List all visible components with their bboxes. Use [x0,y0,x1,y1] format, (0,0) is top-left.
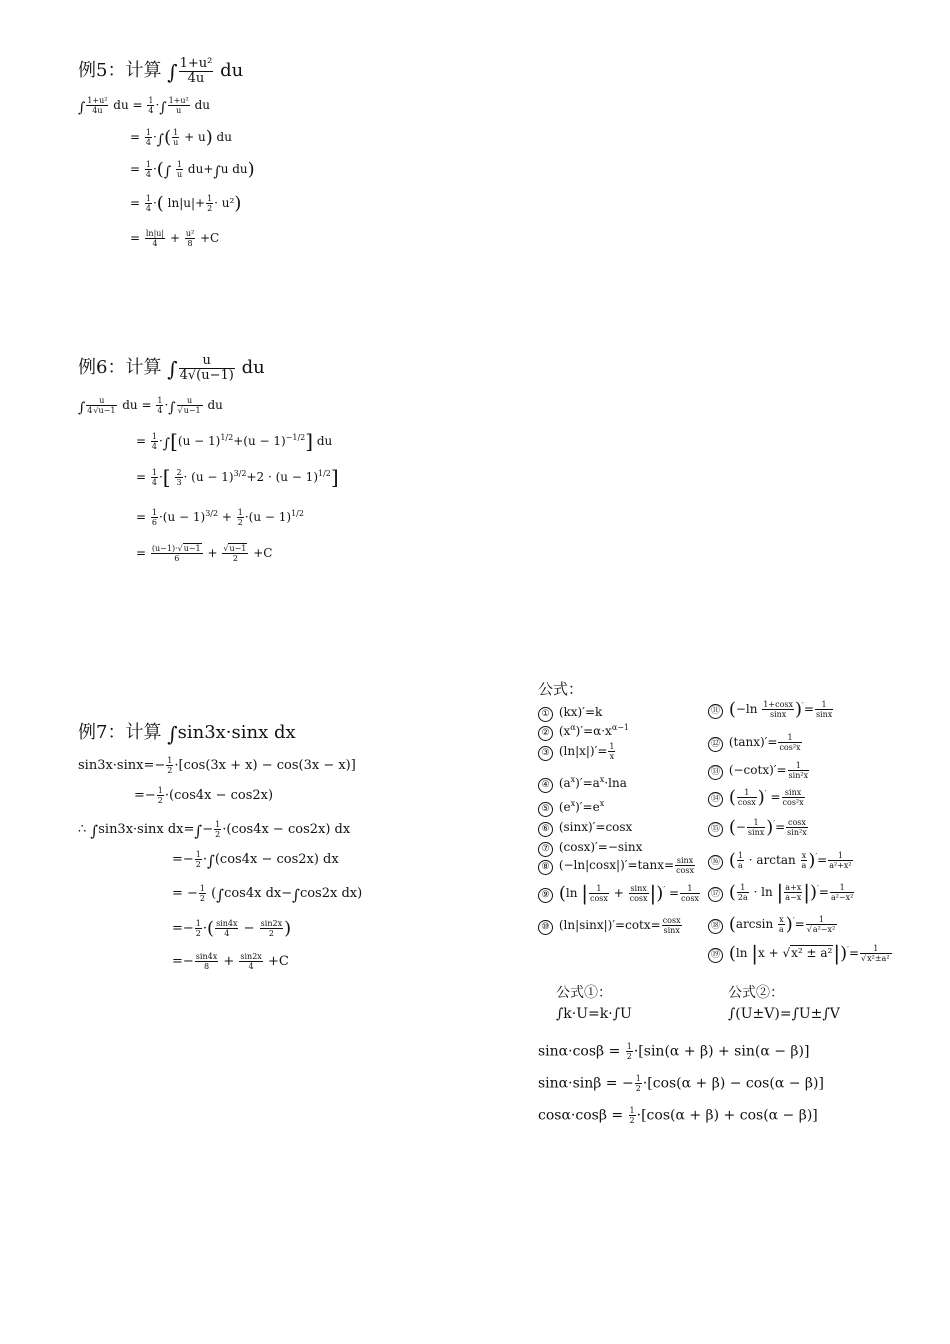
ex6-step-2: = $\frac{1}{4}$ $\cdot\int[(u - 1)^{1/2}+(u - 1)^{-1/2}]$ du [136,429,333,453]
formula-6: ⑥ (sinx)′=cosx [538,820,632,837]
ex5-label: 例5：计算 [78,60,168,81]
formula-10: ⑩ (ln|sinx|)′=cotx= $\frac{\cos x}{\sin x}$ [538,916,683,935]
rule1-title: 公式①： [556,985,612,1001]
ex6-step-1: ∫ $\frac{u}{4√u-1}$ du = $\frac{1}{4}$ ·∫ $\frac{u}{√u-1}$ du [78,396,223,416]
product-formula-3: cosα·cosβ = $\frac{1}{2}$ ·[cos(α + β) + cos(α − β)] [538,1106,818,1125]
formula-18: ⑱ (arcsin $\frac{x}{a}$ )′= $\frac{1}{\text{√a²−x²}}$ [708,915,838,934]
ex6-integrand: $\frac{u}{4√(u-1)}$ [179,352,234,383]
ex7-step-4: =− $\frac{1}{2}$ ·∫(cos4x − cos2x) dx [172,850,339,870]
formula-14: ⑭ ( $\frac{1}{\cos x}$ )′ = $\frac{\sin x}{\text{cos²x}}$ [708,788,806,807]
ex7-step-6: =− $\frac{1}{2}$ ·( $\frac{\sin 4x}{4}$ − $\frac{\sin 2x}{2}$ ) [172,918,292,939]
formula-17: ⑰ ( $\frac{1}{2a}$ · ln | $\frac{a+x}{a-x}$ |)′= $\frac{1}{\text{a²−x²}}$ [708,883,855,902]
ex6-label: 例6：计算 [78,357,168,378]
ex5-step-5: = $\frac{\ln|u|}{4}$ + $\frac{\text{u²}}{8}$ +C [130,229,220,248]
ex6-step-4: = $\frac{1}{6}$ $\cdot(u - 1)^{3/2}$ + $\frac{1}{2}$ $\cdot(u - 1)^{1/2}$ [136,508,304,527]
rule2-text: ∫(U±V)=∫U±∫V [728,1006,840,1022]
ex7-title: 例7：计算 ∫sin3x·sinx dx [78,722,296,746]
ex7-step-3: ∴ ∫sin3x·sinx dx=∫− $\frac{1}{2}$ ·(cos4x − cos2x) dx [78,820,351,840]
ex7-step-2: =− $\frac{1}{2}$ ·(cos4x − cos2x) [134,786,274,805]
ex5-integrand: $\frac{\text{1+u²}}{4u}$ [179,55,213,86]
formula-19: ⑲ (ln |x + √x² ± a²|)′= $\frac{1}{\text{√x²±a²}}$ [708,944,893,963]
formula-1: ① (kx)′=k [538,705,602,722]
ex6-title: 例6：计算 ∫ $\frac{u}{4√(u-1)}$ du [78,352,265,383]
ex5-step-1: ∫ $\frac{\text{1+u²}}{4u}$ du = $\frac{1}{4}$ ·∫ $\frac{\text{1+u²}}{u}$ du [78,96,210,116]
ex5-title: 例5：计算 ∫ $\frac{\text{1+u²}}{4u}$ du [78,55,244,86]
formula-3: ③ (ln|x|)′= $\frac{1}{x}$ [538,742,616,761]
product-formula-1: sinα·cosβ = $\frac{1}{2}$ ·[sin(α + β) + sin(α − β)] [538,1042,810,1061]
ex5-step-4: = $\frac{1}{4}$ ·( ln|u|+ $\frac{1}{2}$ · u²) [130,193,242,214]
ex7-step-1: sin3x·sinx=− $\frac{1}{2}$ ·[cos(3x + x) − cos(3x − x)] [78,756,356,775]
ex7-step-7: =− $\frac{\sin 4x}{8}$ + $\frac{\sin 2x}{4}$ +C [172,952,289,971]
ex7-step-5: = − $\frac{1}{2}$ (∫cos4x dx−∫cos2x dx) [172,884,363,904]
formula-9: ⑨ (ln | $\frac{1}{\cos x}$ + $\frac{\sin x}{\cos x}$ |)′ = $\frac{1}{\cos x}$ [538,884,701,903]
formula-2: ② $(x^\alpha)'=\alpha\cdot x^{\alpha-1}$ [538,724,629,741]
ex6-step-3: = $\frac{1}{4}$ ·[ $\frac{2}{3}$ · $(u - 1)^{3/2}+2 \cdot (u - 1)^{1/2}$] [136,465,339,489]
rule2-title: 公式②： [728,985,784,1001]
product-formula-2: sinα·sinβ = − $\frac{1}{2}$ ·[cos(α + β) − cos(α − β)] [538,1074,824,1093]
ex7-label: 例7：计算 [78,722,168,743]
rule1-text: ∫k·U=k·∫U [556,1006,632,1022]
ex6-step-5: = $\frac{(u-1)\cdot√u-1}{6}$ + $\frac{√u-1}{2}$ +C [136,544,273,563]
formula-7: ⑦ (cosx)′=−sinx [538,840,642,857]
formula-11: ⑪ (−ln $\frac{1+\cos x}{\sin x}$ )′= $\frac{1}{\sin x}$ [708,700,834,719]
formula-8: ⑧ (−ln|cosx|)′=tanx= $\frac{\sin x}{\cos x}$ [538,856,696,875]
ex5-step-3: = $\frac{1}{4}$ ·(∫ $\frac{1}{u}$ du+∫u du) [130,159,255,180]
formula-15: ⑮ (− $\frac{1}{\sin x}$ )′= $\frac{\cos x}{\text{sin²x}}$ [708,818,809,837]
formula-12: ⑫ (tanx)′= $\frac{1}{\text{cos²x}}$ [708,733,803,752]
formula-4: ④ $(a^x)'=a^x\cdot\ln a$ [538,776,627,793]
formulas-title: 公式： [538,680,584,698]
formula-5: ⑤ $(e^x)'=e^x$ [538,800,604,817]
ex5-step-2: = $\frac{1}{4}$ ·∫( $\frac{1}{u}$ + u) du [130,127,232,148]
formula-13: ⑬ (−cotx)′= $\frac{1}{\text{sin²x}}$ [708,761,810,780]
formula-16: ⑯ ( $\frac{1}{a}$ · arctan $\frac{x}{a}$ )′= $\frac{1}{\text{a²+x²}}$ [708,851,854,870]
